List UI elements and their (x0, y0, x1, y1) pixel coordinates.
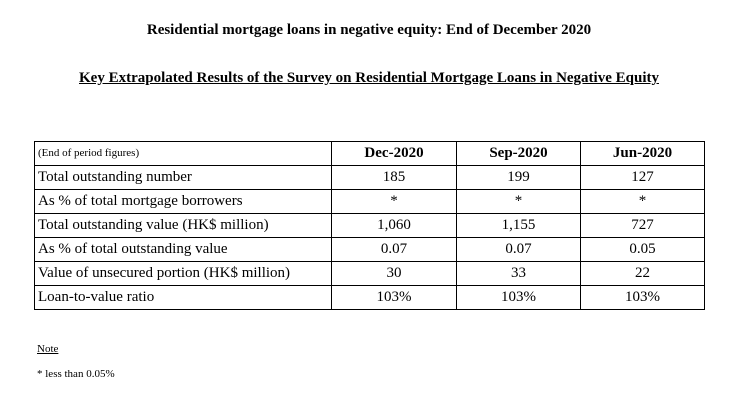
row-value: 727 (581, 214, 705, 238)
header-period-sep-2020: Sep-2020 (457, 142, 581, 166)
row-label: Total outstanding value (HK$ million) (35, 214, 332, 238)
row-value: 103% (457, 286, 581, 310)
note-heading: Note (37, 343, 59, 355)
row-value: * (457, 190, 581, 214)
row-value: 0.05 (581, 238, 705, 262)
header-period-dec-2020: Dec-2020 (332, 142, 457, 166)
table-row (35, 190, 705, 214)
row-label: As % of total mortgage borrowers (35, 190, 332, 214)
row-value: 0.07 (332, 238, 457, 262)
row-value: 22 (581, 262, 705, 286)
table-row (35, 286, 705, 310)
row-value: * (332, 190, 457, 214)
row-value: 103% (332, 286, 457, 310)
table-subtitle: Key Extrapolated Results of the Survey on Residential Mortgage Loans in Negative Equity (79, 70, 659, 86)
table-row (35, 166, 705, 190)
header-label-cell: (End of period figures) (35, 142, 332, 166)
row-value: 1,155 (457, 214, 581, 238)
row-label: Value of unsecured portion (HK$ million) (35, 262, 332, 286)
row-value: 103% (581, 286, 705, 310)
row-value: 30 (332, 262, 457, 286)
row-label: As % of total outstanding value (35, 238, 332, 262)
row-value: 0.07 (457, 238, 581, 262)
note-text: * less than 0.05% (37, 368, 115, 380)
row-value: 127 (581, 166, 705, 190)
row-value: 185 (332, 166, 457, 190)
row-value: 199 (457, 166, 581, 190)
header-period-jun-2020: Jun-2020 (581, 142, 705, 166)
table-row (35, 214, 705, 238)
row-label: Loan-to-value ratio (35, 286, 332, 310)
row-value: 33 (457, 262, 581, 286)
results-table (34, 141, 705, 310)
document-title: Residential mortgage loans in negative equity: End of December 2020 (146, 22, 592, 38)
table-header-row (35, 142, 705, 166)
row-value: 1,060 (332, 214, 457, 238)
table-row (35, 238, 705, 262)
table-row (35, 262, 705, 286)
row-label: Total outstanding number (35, 166, 332, 190)
row-value: * (581, 190, 705, 214)
